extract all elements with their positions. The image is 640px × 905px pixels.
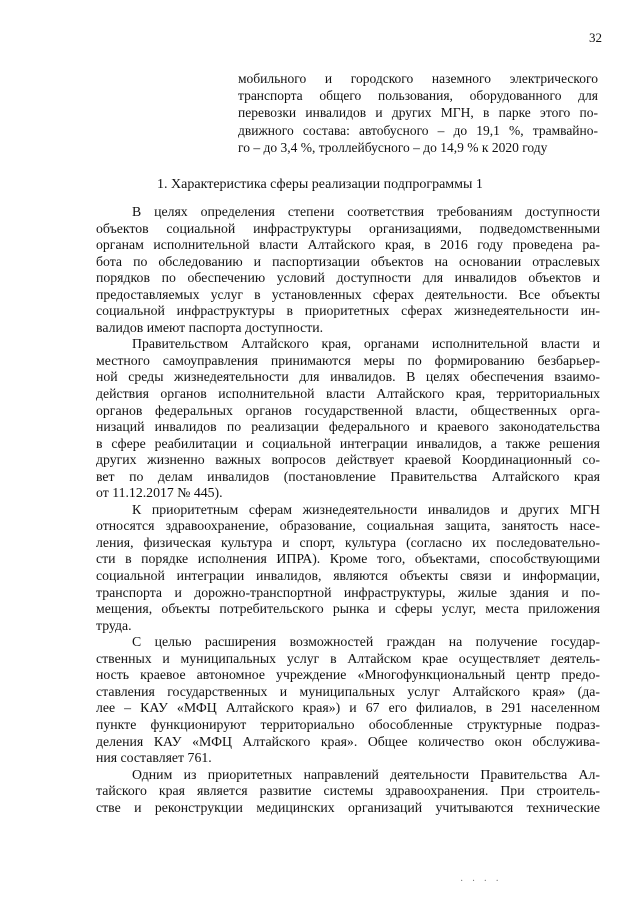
paragraph <box>96 204 600 336</box>
paragraph-line: органов федеральных органов государственной власти, общественных орга- <box>96 402 600 418</box>
body-text <box>96 204 600 816</box>
intro-line: транспорта общего пользования, оборудованного для <box>238 88 598 104</box>
paragraph-line: местного самоуправления принимаются меры по формированию безбарьер- <box>96 352 600 368</box>
paragraph-line: бота по обследованию и паспортизации объектов на основании отраслевых <box>96 253 600 269</box>
paragraph-line: ственных и муниципальных услуг в Алтайском крае осуществляет деятель- <box>96 650 600 666</box>
paragraph-line: транспорта и дорожно-транспортной инфраструктуры, жилые здания и по- <box>96 584 600 600</box>
intro-line: перевозки инвалидов и других МГН, в парке этого по- <box>238 105 598 121</box>
paragraph-line: С целью расширения возможностей граждан на получение государ- <box>132 634 600 650</box>
paragraph-line: органам исполнительной власти Алтайского края, в 2016 году проведена ра- <box>96 237 600 253</box>
paragraph <box>96 767 600 817</box>
paragraph-line: К приоритетным сферам жизнедеятельности инвалидов и других МГН <box>132 501 600 517</box>
paragraph-line: в сфере реабилитации и социальной интеграции инвалидов, а также решения <box>96 435 600 451</box>
paragraph-line: ния составляет 761. <box>96 750 212 766</box>
paragraph-line: валидов имеют паспорта доступности. <box>96 319 324 335</box>
paragraph-line: относятся здравоохранение, образование, социальная защита, занятость насе- <box>96 518 600 534</box>
paragraph-line: труда. <box>96 617 132 633</box>
paragraph-line: ставления государственных и муниципальных услуг Алтайского края» (да- <box>96 683 600 699</box>
intro-line: движного состава: автобусного – до 19,1 %, трамвайно- <box>238 122 598 138</box>
paragraph-line: стве и реконструкции медицинских организаций учитываются технические <box>96 799 600 815</box>
paragraph-line: других жизненно важных вопросов действует краевой Координационный со- <box>96 452 600 468</box>
paragraph-line: вет по делам инвалидов (постановление Правительства Алтайского края <box>96 468 600 484</box>
paragraph-line: деления КАУ «МФЦ Алтайского края». Общее количество окон обслужива- <box>96 733 600 749</box>
paragraph <box>96 502 600 634</box>
paragraph <box>96 336 600 501</box>
paragraph-line: тайского края является развитие системы здравоохранения. При строитель- <box>96 783 600 799</box>
paragraph-line: мещения, объекты потребительского рынка и сферы услуг, места приложения <box>96 601 600 617</box>
paragraph-line: сти в порядке исполнения ИПРА). Кроме того, объектами, способствующими <box>96 551 600 567</box>
paragraph-line: В целях определения степени соответствия требованиям доступности <box>132 204 600 219</box>
paragraph-line: пункте функционируют территориально обособленные структурные подраз- <box>96 716 600 732</box>
paragraph-line: социальной интеграции инвалидов, являются объекты связи и информации, <box>96 568 600 584</box>
paragraph-line: порядков по обеспечению условий доступности для инвалидов объектов и <box>96 270 600 286</box>
scan-artifact: · · · · <box>460 876 502 887</box>
paragraph-line: Правительством Алтайского края, органами исполнительной власти и <box>132 336 600 352</box>
paragraph-line: социальной инфраструктуры в приоритетных сферах жизнедеятельности ин- <box>96 303 600 319</box>
page-number: 32 <box>589 30 602 45</box>
intro-line: го – до 3,4 %, троллейбусного – до 14,9 % к 2020 году <box>238 139 548 155</box>
paragraph-line: ность краевое автономное учреждение «Многофункциональный центр предо- <box>96 667 600 683</box>
paragraph-line: Одним из приоритетных направлений деятельности Правительства Ал- <box>132 766 600 782</box>
intro-continuation <box>238 70 598 156</box>
paragraph-line: ления, физическая культура и спорт, культура (согласно их последовательно- <box>96 534 600 550</box>
paragraph-line: действия органов исполнительной власти Алтайского края, территориальных <box>96 386 600 402</box>
paragraph <box>96 634 600 766</box>
paragraph-line: низаций инвалидов по реализации федерального и краевого законодательства <box>96 419 600 435</box>
intro-line: мобильного и городского наземного электрического <box>238 71 598 86</box>
paragraph-line: ной среды жизнедеятельности для инвалидов. В целях обеспечения взаимо- <box>96 369 600 385</box>
paragraph-line: лее – КАУ «МФЦ Алтайского края») и 67 его филиалов, в 291 населенном <box>96 700 600 716</box>
paragraph-line: от 11.12.2017 № 445). <box>96 485 223 501</box>
paragraph-line: предоставляемых услуг в установленных сферах деятельности. Все объекты <box>96 286 600 302</box>
paragraph-line: объектов социальной инфраструктуры организациями, подведомственными <box>96 220 600 236</box>
section-title: 1. Характеристика сферы реализации подпрограммы 1 <box>157 177 483 192</box>
